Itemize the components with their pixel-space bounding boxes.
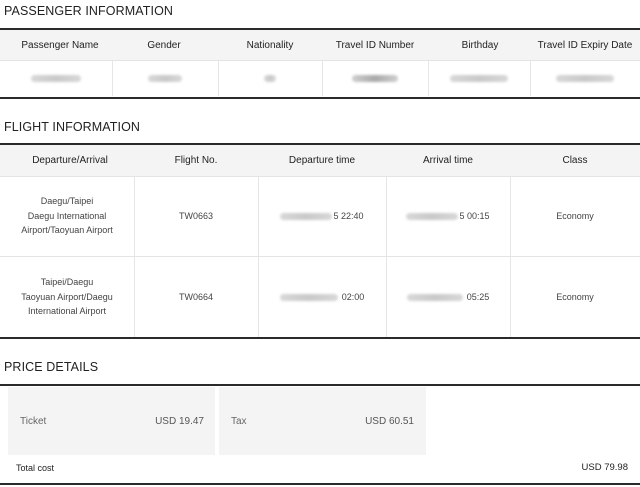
flight-row-1-route: Daegu/Taipei Daegu International Airport/Taoyuan Airport — [21, 196, 113, 236]
price-bottom-rule — [0, 483, 640, 485]
header-flight-no: Flight No. — [174, 155, 218, 166]
total-cost-value: USD 79.98 — [581, 462, 628, 473]
flight-row-2-arrival: 05:25 — [386, 257, 510, 337]
header-class: Class — [562, 155, 588, 166]
flight-row-2-number: TW0664 — [178, 291, 213, 302]
passenger-bottom-rule — [0, 97, 640, 99]
flight-row-1-arrival: 5 00:15 — [386, 177, 510, 255]
flight-row-2-class: Economy — [556, 291, 594, 302]
price-section-title: PRICE DETAILS — [4, 360, 99, 374]
flight-row-2-route: Taipei/Daegu Taoyuan Airport/Daegu International Airport — [21, 277, 113, 317]
flight-row-1-number: TW0663 — [178, 210, 213, 221]
birthday-value — [428, 61, 530, 95]
travel-id-value — [322, 61, 428, 95]
header-arrival-time: Arrival time — [422, 155, 473, 166]
header-gender: Gender — [147, 39, 181, 51]
passenger-section-title: PASSENGER INFORMATION — [4, 4, 174, 18]
tax-value: USD 60.51 — [365, 416, 414, 427]
ticket-value: USD 19.47 — [155, 416, 204, 427]
tax-label: Tax — [231, 416, 247, 427]
header-id-expiry: Travel ID Expiry Date — [537, 39, 633, 51]
ticket-label: Ticket — [20, 416, 47, 427]
header-nationality: Nationality — [246, 39, 294, 51]
nationality-value — [218, 61, 322, 95]
passenger-name-value — [0, 61, 112, 95]
header-passenger-name: Passenger Name — [21, 39, 99, 51]
header-birthday: Birthday — [461, 39, 499, 51]
header-departure-arrival: Departure/Arrival — [32, 155, 108, 166]
flight-section-title: FLIGHT INFORMATION — [4, 120, 141, 134]
flight-row-1-departure: 5 22:40 — [258, 177, 386, 255]
total-cost-label: Total cost — [16, 463, 55, 473]
price-top-rule — [0, 384, 640, 386]
flight-row-2-departure: 02:00 — [258, 257, 386, 337]
flight-bottom-rule — [0, 337, 640, 339]
flight-row-1-class: Economy — [556, 210, 594, 221]
header-departure-time: Departure time — [288, 155, 356, 166]
id-expiry-value — [530, 61, 640, 95]
gender-value — [112, 61, 218, 95]
header-travel-id: Travel ID Number — [335, 39, 415, 51]
